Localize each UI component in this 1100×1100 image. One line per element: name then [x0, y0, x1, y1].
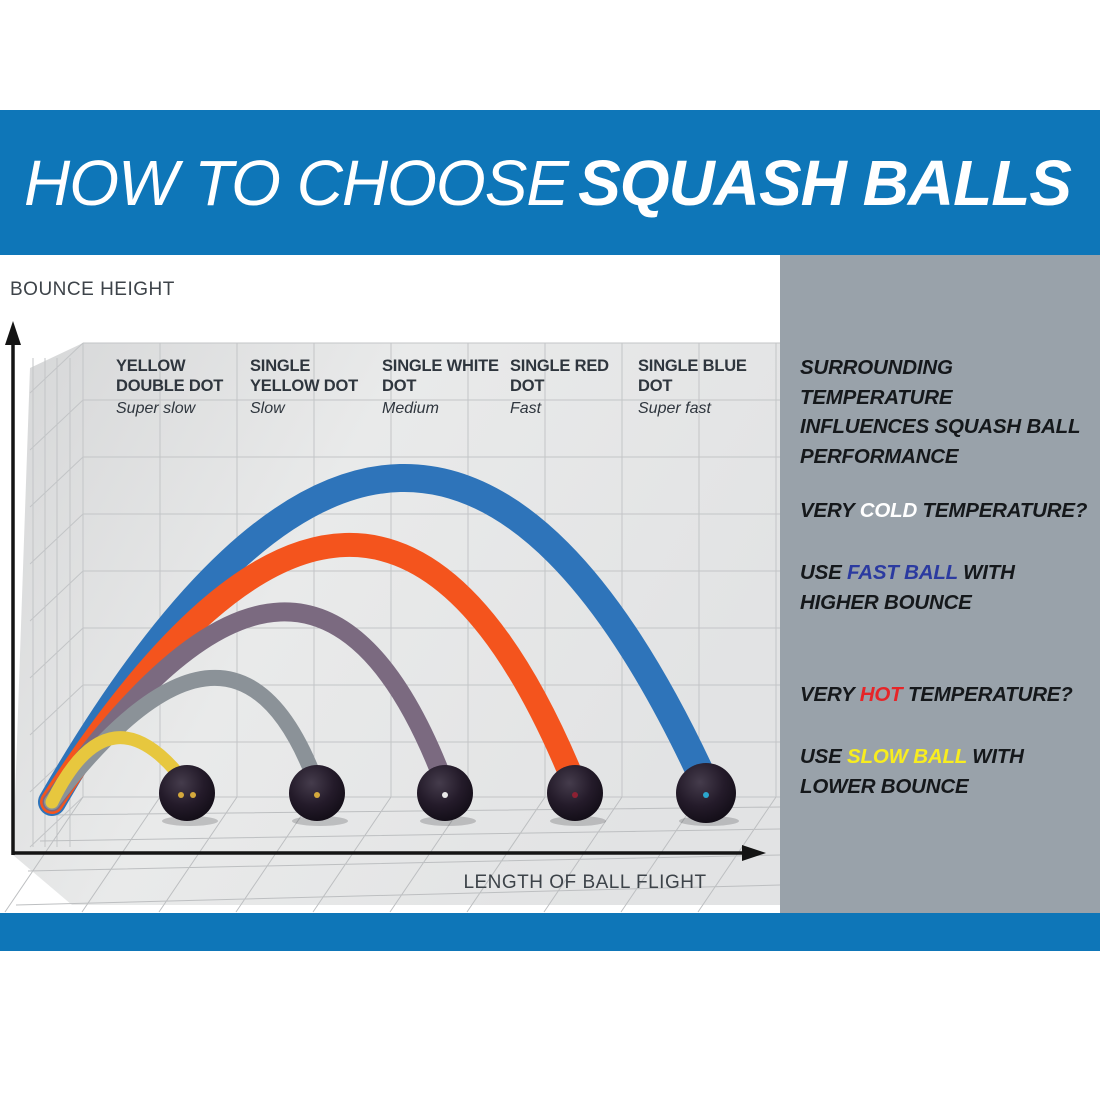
ball-dot [442, 792, 448, 798]
temperature-sidebar [780, 255, 1100, 913]
ball-speed: Super slow [116, 399, 196, 417]
hot-advice-pre: USE [800, 745, 848, 768]
ball-type-name: SINGLE RED DOT [510, 357, 609, 395]
bounce-chart [0, 255, 780, 913]
slow-ball-word: SLOW BALL [847, 745, 967, 768]
hot-advice [800, 742, 1052, 801]
label-single-yellow-dot [250, 357, 374, 418]
ball-speed: Fast [510, 399, 542, 417]
ball-type-name: SINGLE WHITE DOT [382, 357, 499, 395]
ball-dot [572, 792, 578, 798]
y-axis-arrowhead [5, 321, 21, 345]
ball-dot [190, 792, 196, 798]
y-axis-label: BOUNCE HEIGHT [10, 279, 175, 300]
ball-speed: Slow [250, 399, 285, 417]
ball-speed: Medium [382, 399, 439, 417]
title-bar [0, 110, 1100, 255]
title-bold-part: SQUASH BALLS [578, 146, 1071, 219]
ball-speed: Super fast [638, 399, 711, 417]
label-single-blue-dot [638, 357, 762, 418]
hot-question-pre: VERY [800, 683, 860, 706]
label-single-red-dot [510, 357, 634, 418]
hot-word: HOT [859, 683, 903, 706]
ball-type-name: SINGLE BLUE DOT [638, 357, 747, 395]
cold-advice-post: WITH HIGHER BOUNCE [800, 561, 1015, 614]
ball-type-name: SINGLE YELLOW DOT [250, 357, 358, 395]
page-title [24, 146, 1071, 219]
title-light-part: HOW TO CHOOSE [24, 146, 569, 219]
cold-question [800, 496, 1100, 526]
ball-dot [703, 792, 709, 798]
cold-question-pre: VERY [800, 499, 860, 522]
cold-word: COLD [859, 499, 918, 522]
label-single-white-dot [382, 357, 506, 418]
hot-advice-post: WITH LOWER BOUNCE [800, 745, 1024, 798]
hot-question [800, 680, 1100, 710]
cold-question-post: TEMPERATURE? [917, 499, 1088, 522]
x-axis-label: LENGTH OF BALL FLIGHT [463, 872, 707, 893]
bottom-accent-bar [0, 913, 1100, 951]
chart-backdrop [13, 343, 780, 905]
label-yellow-double-dot [116, 357, 240, 418]
ball-dot [178, 792, 184, 798]
fast-ball-word: FAST BALL [847, 561, 958, 584]
content-area [0, 255, 1100, 913]
cold-advice [800, 558, 1052, 617]
sidebar-intro-text: SURROUNDING TEMPERATURE INFLUENCES SQUASH BALL PERFORMANCE [800, 356, 1080, 469]
hot-question-post: TEMPERATURE? [902, 683, 1073, 706]
ball-type-name: YELLOW DOUBLE DOT [116, 357, 224, 395]
ball-dot [314, 792, 320, 798]
bounce-chart-canvas [0, 255, 780, 913]
cold-advice-pre: USE [800, 561, 848, 584]
